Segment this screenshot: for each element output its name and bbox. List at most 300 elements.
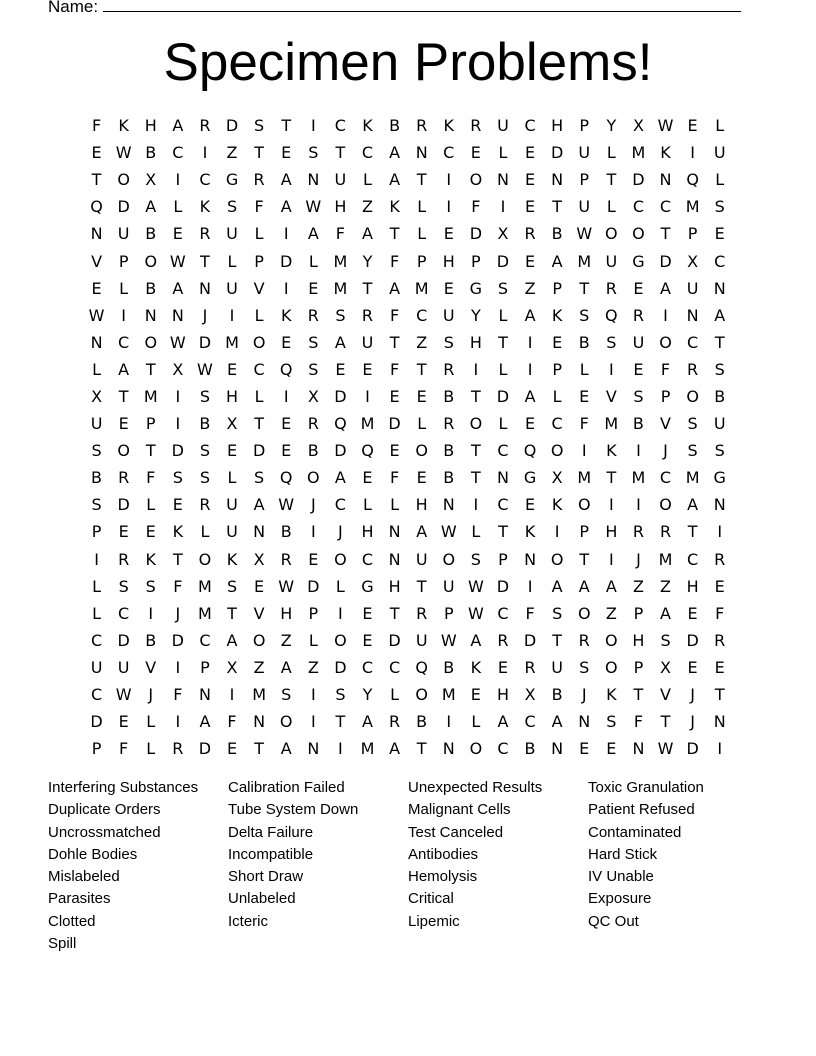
grid-letter: H (388, 576, 401, 596)
grid-letter: P (633, 657, 644, 677)
grid-letter: Y (470, 305, 481, 325)
grid-letter: D (334, 657, 347, 677)
word-list-item: Contaminated (588, 823, 682, 841)
grid-letter: C (497, 441, 509, 461)
grid-letter: L (92, 603, 101, 623)
grid-letter: A (687, 495, 699, 515)
grid-letter: F (335, 224, 345, 244)
grid-letter: W (197, 359, 213, 379)
grid-letter: D (280, 251, 293, 271)
grid-letter: C (199, 630, 211, 650)
grid-letter: R (578, 630, 590, 650)
grid-letter: M (333, 251, 348, 271)
grid-letter: B (416, 712, 428, 732)
grid-letter: T (145, 359, 156, 379)
grid-letter: S (470, 549, 481, 569)
grid-letter: X (524, 685, 536, 705)
grid-letter: X (497, 224, 509, 244)
grid-letter: K (118, 116, 129, 136)
grid-letter: L (146, 739, 156, 759)
word-list-item: Calibration Failed (228, 779, 345, 796)
grid-letter: H (144, 116, 157, 136)
grid-letter: T (416, 739, 427, 759)
grid-letter: F (389, 468, 400, 488)
grid-letter: E (145, 522, 156, 542)
grid-letter: K (199, 197, 211, 217)
grid-letter: W (467, 576, 484, 596)
word-list-item: Dohle Bodies (48, 845, 138, 863)
grid-letter: C (199, 170, 211, 190)
grid-letter: R (118, 549, 130, 569)
grid-letter: W (278, 576, 295, 596)
word-list-item: Antibodies (408, 845, 479, 863)
grid-letter: O (334, 549, 347, 569)
grid-letter: A (280, 657, 292, 677)
grid-letter: L (227, 251, 237, 271)
grid-letter: K (606, 441, 617, 461)
grid-letter: Z (362, 197, 373, 217)
grid-letter: C (524, 712, 536, 732)
grid-letter: R (470, 116, 482, 136)
grid-letter: D (686, 630, 699, 650)
grid-letter: Z (307, 657, 319, 677)
grid-letter: T (633, 685, 644, 705)
grid-letter: T (606, 468, 617, 488)
grid-letter: L (606, 143, 616, 163)
grid-letter: T (389, 332, 400, 352)
grid-letter: E (443, 278, 454, 298)
grid-letter: A (389, 143, 401, 163)
grid-letter: E (524, 414, 536, 434)
grid-letter: T (416, 359, 427, 379)
word-list-item: Incompatible (228, 845, 314, 863)
grid-letter: U (713, 414, 726, 434)
grid-letter: I (283, 278, 289, 298)
grid-letter: S (687, 414, 698, 434)
grid-letter: R (632, 305, 644, 325)
grid-letter: N (524, 549, 537, 569)
grid-letter: E (91, 278, 102, 298)
grid-letter: I (663, 305, 668, 325)
grid-letter: B (145, 278, 157, 298)
grid-letter: U (442, 576, 455, 596)
grid-letter: L (227, 468, 237, 488)
grid-letter: P (498, 549, 508, 569)
grid-letter: A (660, 278, 671, 298)
grid-letter: L (498, 143, 508, 163)
grid-letter: I (175, 657, 181, 677)
grid-letter: C (687, 549, 699, 569)
grid-letter: B (91, 468, 103, 488)
grid-letter: D (334, 386, 347, 406)
grid-letter: U (686, 278, 699, 298)
grid-letter: G (523, 468, 537, 488)
word-list-item: Critical (408, 890, 454, 908)
grid-letter: F (471, 197, 481, 217)
grid-letter: I (175, 170, 181, 190)
word-list-item: Clotted (48, 912, 96, 930)
grid-letter: I (717, 522, 723, 542)
grid-letter: L (715, 170, 725, 190)
grid-letter: I (121, 305, 126, 325)
grid-letter: H (551, 116, 564, 136)
grid-letter: K (226, 549, 238, 569)
grid-row (83, 437, 735, 464)
grid-letter: D (496, 386, 510, 406)
grid-letter: C (659, 468, 672, 488)
grid-letter: E (524, 143, 536, 163)
grid-letter: N (307, 170, 320, 190)
grid-letter: R (307, 414, 319, 434)
grid-letter: S (687, 441, 698, 461)
grid-letter: E (118, 522, 129, 542)
grid-letter: I (636, 495, 641, 515)
grid-letter: U (442, 305, 455, 325)
grid-letter: E (281, 441, 292, 461)
grid-letter: N (171, 305, 184, 325)
grid-letter: L (417, 197, 427, 217)
grid-letter: P (145, 414, 156, 434)
grid-letter: R (605, 278, 617, 298)
word-list-item: Hard Stick (588, 845, 658, 863)
grid-letter: P (660, 386, 671, 406)
grid-letter: K (145, 549, 156, 569)
grid-letter: R (118, 468, 130, 488)
grid-letter: V (660, 414, 671, 434)
grid-letter: E (552, 332, 563, 352)
grid-letter: L (146, 712, 156, 732)
word-list-item: Uncrossmatched (48, 823, 161, 841)
grid-letter: W (440, 630, 457, 650)
word-list-item: Toxic Granulation (588, 779, 704, 796)
grid-letter: G (632, 251, 645, 271)
grid-letter: T (470, 441, 481, 461)
grid-letter: N (198, 278, 211, 298)
grid-letter: O (577, 603, 591, 623)
grid-letter: O (550, 441, 564, 461)
grid-letter: X (226, 414, 238, 434)
grid-letter: W (305, 197, 322, 217)
grid-letter: I (446, 197, 452, 217)
grid-row (83, 275, 735, 302)
grid-letter: C (416, 305, 428, 325)
grid-letter: I (690, 143, 695, 163)
grid-letter: X (172, 359, 184, 379)
grid-letter: D (550, 143, 564, 163)
grid-letter: L (390, 495, 400, 515)
grid-letter: C (118, 603, 130, 623)
grid-letter: A (660, 603, 671, 623)
grid-letter: R (632, 522, 644, 542)
grid-letter: J (636, 549, 641, 569)
grid-letter: L (363, 170, 372, 190)
grid-letter: C (551, 414, 563, 434)
grid-letter: T (552, 197, 563, 217)
grid-letter: A (497, 712, 509, 732)
grid-letter: L (254, 386, 264, 406)
grid-letter: N (551, 739, 564, 759)
grid-letter: I (148, 603, 154, 623)
grid-letter: X (687, 251, 699, 271)
grid-letter: K (443, 116, 455, 136)
grid-letter: S (91, 441, 102, 461)
grid-letter: E (91, 143, 102, 163)
grid-letter: K (606, 685, 617, 705)
grid-letter: I (554, 522, 560, 542)
grid-letter: N (415, 143, 428, 163)
grid-letter: L (335, 576, 345, 596)
grid-row (83, 600, 735, 627)
grid-letter: L (254, 305, 264, 325)
grid-letter: L (390, 685, 400, 705)
grid-letter: P (308, 603, 319, 623)
grid-row (83, 464, 735, 491)
grid-letter: T (714, 685, 725, 705)
grid-letter: R (714, 630, 726, 650)
grid-letter: T (470, 468, 481, 488)
grid-row (83, 329, 735, 356)
grid-letter: E (335, 359, 346, 379)
grid-row (83, 735, 735, 762)
grid-letter: M (685, 197, 700, 217)
grid-letter: T (498, 332, 508, 352)
grid-letter: C (497, 495, 509, 515)
grid-letter: F (119, 739, 129, 759)
grid-letter: E (687, 603, 698, 623)
grid-letter: R (687, 359, 699, 379)
grid-letter: N (388, 522, 401, 542)
grid-letter: E (714, 657, 725, 677)
grid-letter: A (334, 332, 346, 352)
grid-letter: L (119, 278, 129, 298)
grid-letter: F (254, 197, 264, 217)
grid-letter: T (254, 143, 264, 163)
grid-letter: O (117, 441, 130, 461)
grid-letter: T (254, 414, 264, 434)
grid-letter: U (334, 170, 347, 190)
grid-letter: B (551, 685, 563, 705)
grid-letter: U (578, 143, 591, 163)
grid-letter: W (576, 224, 593, 244)
word-list-item: Patient Refused (588, 801, 695, 819)
grid-letter: V (91, 251, 103, 271)
grid-letter: P (687, 224, 698, 244)
grid-letter: J (690, 712, 695, 732)
grid-letter: U (117, 657, 130, 677)
grid-letter: O (605, 630, 618, 650)
grid-letter: C (118, 332, 130, 352)
grid-letter: I (310, 685, 316, 705)
grid-letter: U (415, 549, 428, 569)
grid-row (83, 356, 735, 383)
grid-letter: Q (90, 197, 103, 217)
grid-letter: E (524, 170, 536, 190)
grid-letter: I (175, 712, 181, 732)
grid-letter: N (388, 549, 401, 569)
word-list-item: Short Draw (228, 868, 304, 886)
grid-letter: U (226, 495, 238, 515)
grid-letter: L (498, 414, 508, 434)
grid-letter: P (91, 739, 102, 759)
grid-letter: J (175, 603, 181, 623)
grid-letter: C (90, 630, 103, 650)
grid-letter: I (500, 197, 506, 217)
grid-letter: U (415, 630, 428, 650)
grid-letter: S (335, 685, 346, 705)
grid-letter: M (577, 251, 592, 271)
grid-letter: U (578, 197, 591, 217)
grid-letter: T (200, 251, 210, 271)
word-list-item: Mislabeled (48, 868, 120, 886)
grid-letter: R (659, 522, 672, 542)
grid-letter: D (659, 251, 672, 271)
grid-letter: M (252, 685, 267, 705)
grid-letter: K (172, 522, 184, 542)
grid-letter: D (252, 441, 266, 461)
grid-letter: N (496, 468, 509, 488)
grid-letter: N (442, 739, 455, 759)
grid-letter: L (92, 576, 101, 596)
grid-letter: S (335, 305, 346, 325)
grid-letter: I (338, 603, 343, 623)
grid-letter: R (199, 495, 211, 515)
grid-letter: A (334, 468, 346, 488)
grid-letter: A (389, 278, 401, 298)
grid-letter: I (202, 143, 208, 163)
grid-letter: L (579, 359, 589, 379)
grid-row (83, 491, 735, 518)
grid-letter: G (361, 576, 374, 596)
grid-letter: W (657, 116, 674, 136)
grid-row (83, 627, 735, 654)
grid-letter: I (94, 549, 99, 569)
grid-letter: S (633, 386, 644, 406)
grid-row (83, 139, 735, 166)
grid-letter: A (362, 224, 373, 244)
word-list-item: Parasites (48, 890, 111, 908)
grid-letter: I (175, 386, 181, 406)
grid-letter: I (229, 305, 235, 325)
grid-letter: A (578, 576, 590, 596)
grid-letter: T (389, 603, 400, 623)
grid-letter: Z (632, 576, 644, 596)
grid-letter: P (579, 170, 590, 190)
grid-letter: S (226, 576, 238, 596)
grid-letter: E (524, 197, 536, 217)
grid-letter: S (308, 359, 319, 379)
grid-letter: I (229, 685, 235, 705)
grid-letter: S (443, 332, 454, 352)
name-underline (103, 0, 741, 12)
grid-letter: O (550, 549, 564, 569)
grid-letter: T (91, 170, 102, 190)
grid-letter: D (496, 576, 510, 596)
grid-letter: B (632, 414, 644, 434)
grid-letter: X (253, 549, 265, 569)
grid-letter: S (281, 685, 292, 705)
grid-letter: O (252, 630, 266, 650)
grid-letter: U (497, 116, 509, 136)
grid-letter: B (145, 630, 157, 650)
grid-letter: T (470, 386, 481, 406)
grid-letter: X (307, 386, 319, 406)
grid-letter: H (361, 522, 374, 542)
grid-letter: D (198, 739, 212, 759)
grid-letter: J (663, 441, 668, 461)
grid-letter: T (606, 170, 617, 190)
grid-letter: Q (605, 305, 618, 325)
grid-letter: L (92, 359, 101, 379)
grid-letter: I (608, 549, 614, 569)
grid-letter: E (281, 143, 292, 163)
grid-letter: S (308, 332, 319, 352)
grid-letter: N (551, 170, 564, 190)
grid-letter: P (200, 657, 210, 677)
word-list-item: Duplicate Orders (48, 801, 161, 819)
word-list-item: Lipemic (408, 912, 460, 930)
name-label: Name: (48, 0, 99, 16)
grid-letter: U (713, 143, 726, 163)
grid-letter: X (226, 657, 238, 677)
grid-letter: Q (523, 441, 537, 461)
grid-letter: U (605, 251, 618, 271)
grid-letter: S (199, 441, 210, 461)
grid-letter: E (497, 657, 508, 677)
grid-letter: F (146, 468, 156, 488)
grid-letter: C (361, 143, 374, 163)
grid-letter: L (471, 712, 481, 732)
grid-letter: F (579, 414, 589, 434)
grid-letter: X (551, 468, 563, 488)
grid-letter: I (365, 386, 370, 406)
grid-letter: Z (524, 278, 536, 298)
grid-letter: M (198, 603, 212, 623)
grid-letter: J (581, 685, 587, 705)
grid-letter: C (334, 116, 346, 136)
page-title: Specimen Problems! (163, 33, 653, 92)
grid-letter: F (715, 603, 725, 623)
grid-letter: X (91, 386, 103, 406)
grid-letter: A (416, 522, 428, 542)
grid-letter: I (446, 170, 452, 190)
grid-letter: A (605, 576, 617, 596)
grid-letter: H (605, 522, 618, 542)
grid-letter: R (389, 712, 401, 732)
grid-letter: E (226, 359, 238, 379)
grid-letter: C (687, 332, 699, 352)
grid-letter: I (527, 576, 533, 596)
grid-letter: E (308, 549, 319, 569)
grid-letter: F (660, 359, 671, 379)
grid-letter: E (389, 441, 400, 461)
grid-letter: W (657, 739, 674, 759)
grid-letter: C (497, 739, 509, 759)
grid-letter: O (442, 549, 456, 569)
grid-letter: N (713, 278, 726, 298)
grid-letter: D (225, 116, 239, 136)
grid-letter: L (308, 630, 318, 650)
grid-letter: I (473, 359, 479, 379)
grid-letter: T (227, 603, 237, 623)
grid-letter: T (389, 224, 400, 244)
grid-letter: E (714, 224, 725, 244)
word-list-item: Test Canceled (408, 823, 504, 841)
grid-letter: U (226, 522, 238, 542)
grid-letter: I (283, 386, 289, 406)
grid-letter: M (414, 278, 429, 298)
grid-letter: M (360, 739, 375, 759)
grid-letter: A (118, 359, 130, 379)
